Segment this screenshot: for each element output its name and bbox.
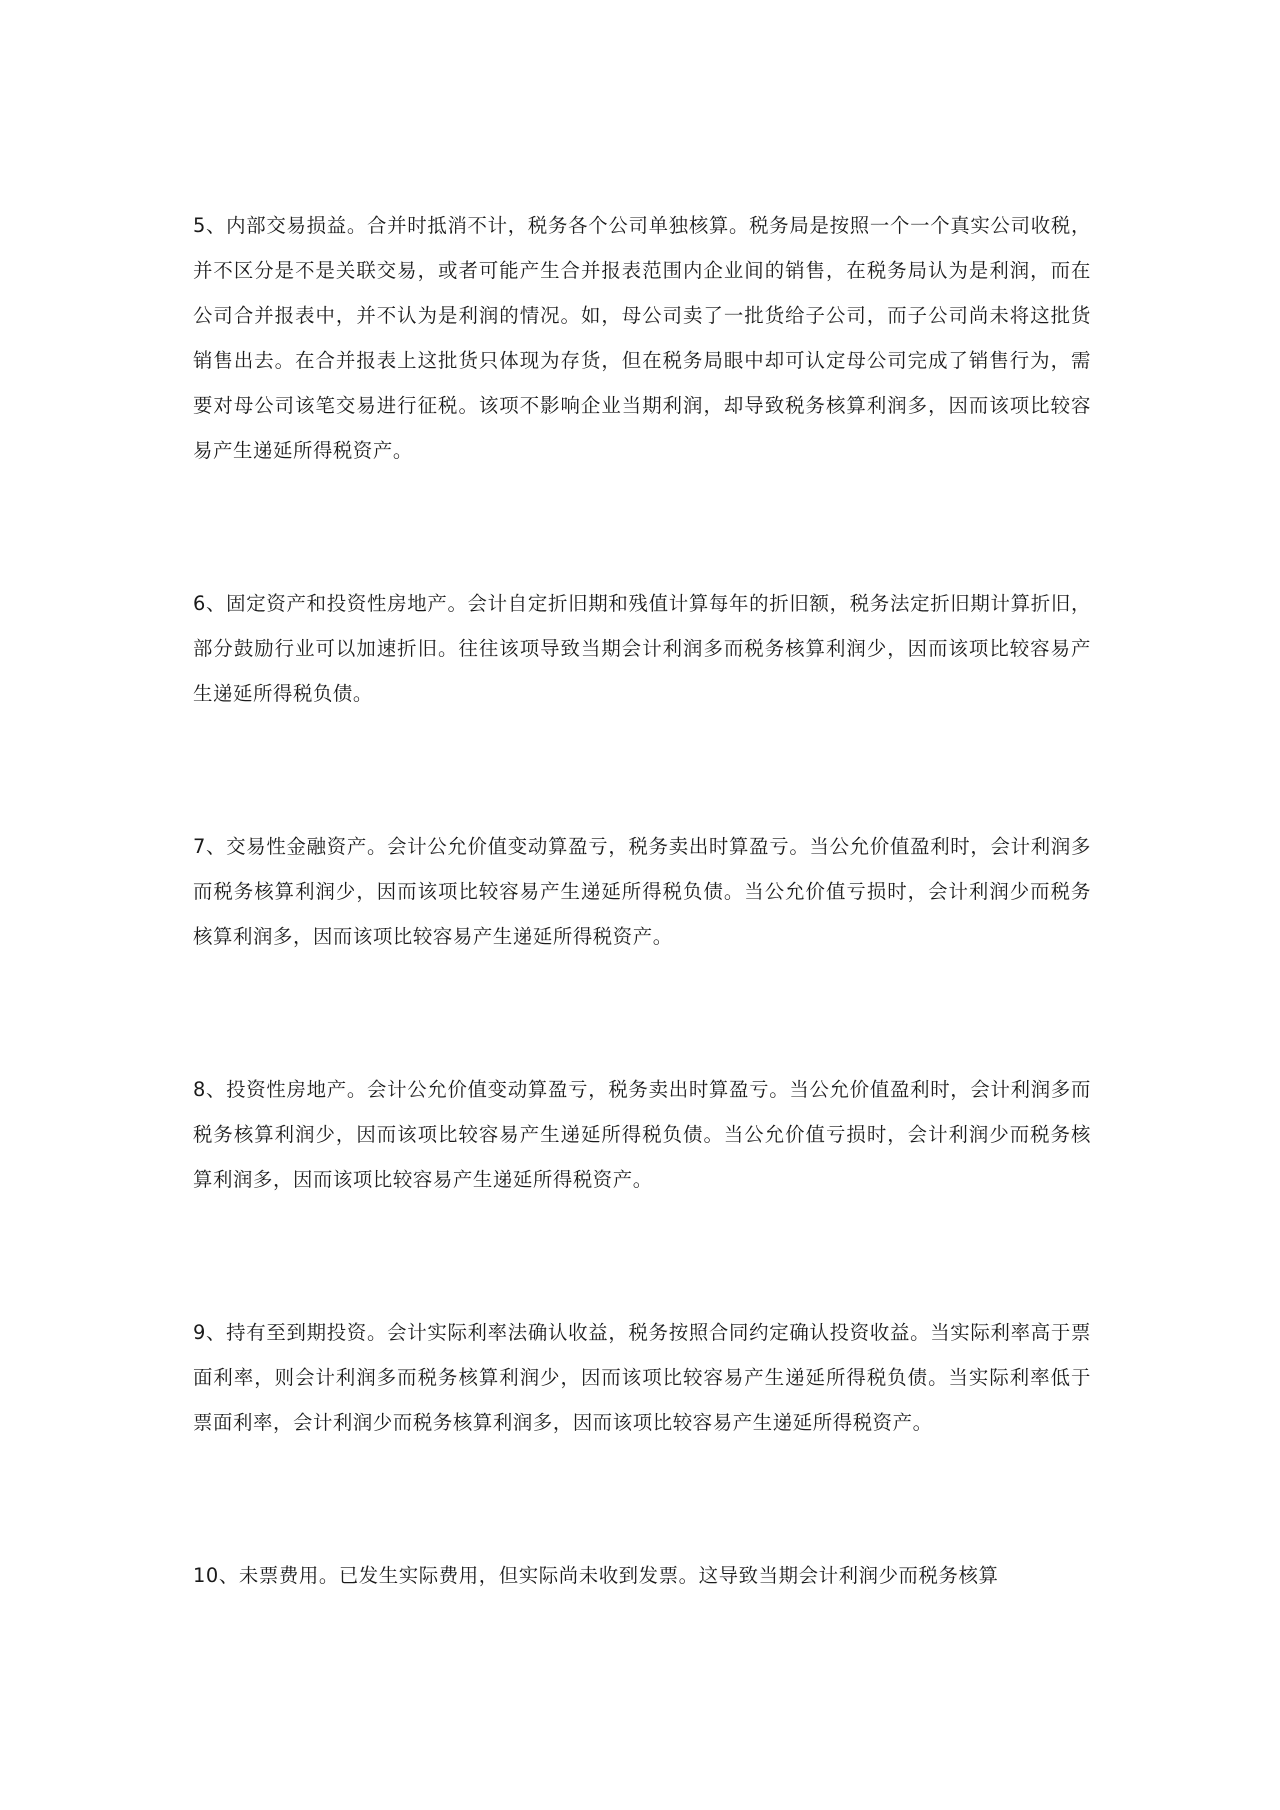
paragraph-trading-financial-assets: 7、交易性金融资产。会计公允价值变动算盈亏，税务卖出时算盈亏。当公允价值盈利时，会计利润多而税务核算利润少，因而该项比较容易产生递延所得税负债。当公允价值亏损时，会计利润少而税务核算利润多，因而该项比较容易产生递延所得税资产。 (193, 835, 1091, 948)
paragraph-uninvoiced-expenses: 10、未票费用。已发生实际费用，但实际尚未收到发票。这导致当期会计利润少而税务核算 (193, 1564, 999, 1587)
paragraph-held-to-maturity: 9、持有至到期投资。会计实际利率法确认收益，税务按照合同约定确认投资收益。当实际利率高于票面利率，则会计利润多而税务核算利润少，因而该项比较容易产生递延所得税负债。当实际利率低于票面利率，会计利润少而税务核算利润多，因而该项比较容易产生递延所得税资产。 (193, 1321, 1091, 1434)
document-body (193, 203, 1091, 1598)
paragraph-internal-transactions: 5、内部交易损益。合并时抵消不计，税务各个公司单独核算。税务局是按照一个一个真实公司收税，并不区分是不是关联交易，或者可能产生合并报表范围内企业间的销售，在税务局认为是利润，而在公司合并报表中，并不认为是利润的情况。如，母公司卖了一批货给子公司，而子公司尚未将这批货销售出去。在合并报表上这批货只体现为存货，但在税务局眼中却可认定母公司完成了销售行为，需要对母公司该笔交易进行征税。该项不影响企业当期利润，却导致税务核算利润多，因而该项比较容易产生递延所得税资产。 (193, 214, 1091, 462)
paragraph-fixed-assets: 6、固定资产和投资性房地产。会计自定折旧期和残值计算每年的折旧额，税务法定折旧期计算折旧，部分鼓励行业可以加速折旧。往往该项导致当期会计利润多而税务核算利润少，因而该项比较容易产生递延所得税负债。 (193, 592, 1091, 705)
paragraph-investment-property: 8、投资性房地产。会计公允价值变动算盈亏，税务卖出时算盈亏。当公允价值盈利时，会计利润多而税务核算利润少，因而该项比较容易产生递延所得税负债。当公允价值亏损时，会计利润少而税务核算利润多，因而该项比较容易产生递延所得税资产。 (193, 1078, 1091, 1191)
